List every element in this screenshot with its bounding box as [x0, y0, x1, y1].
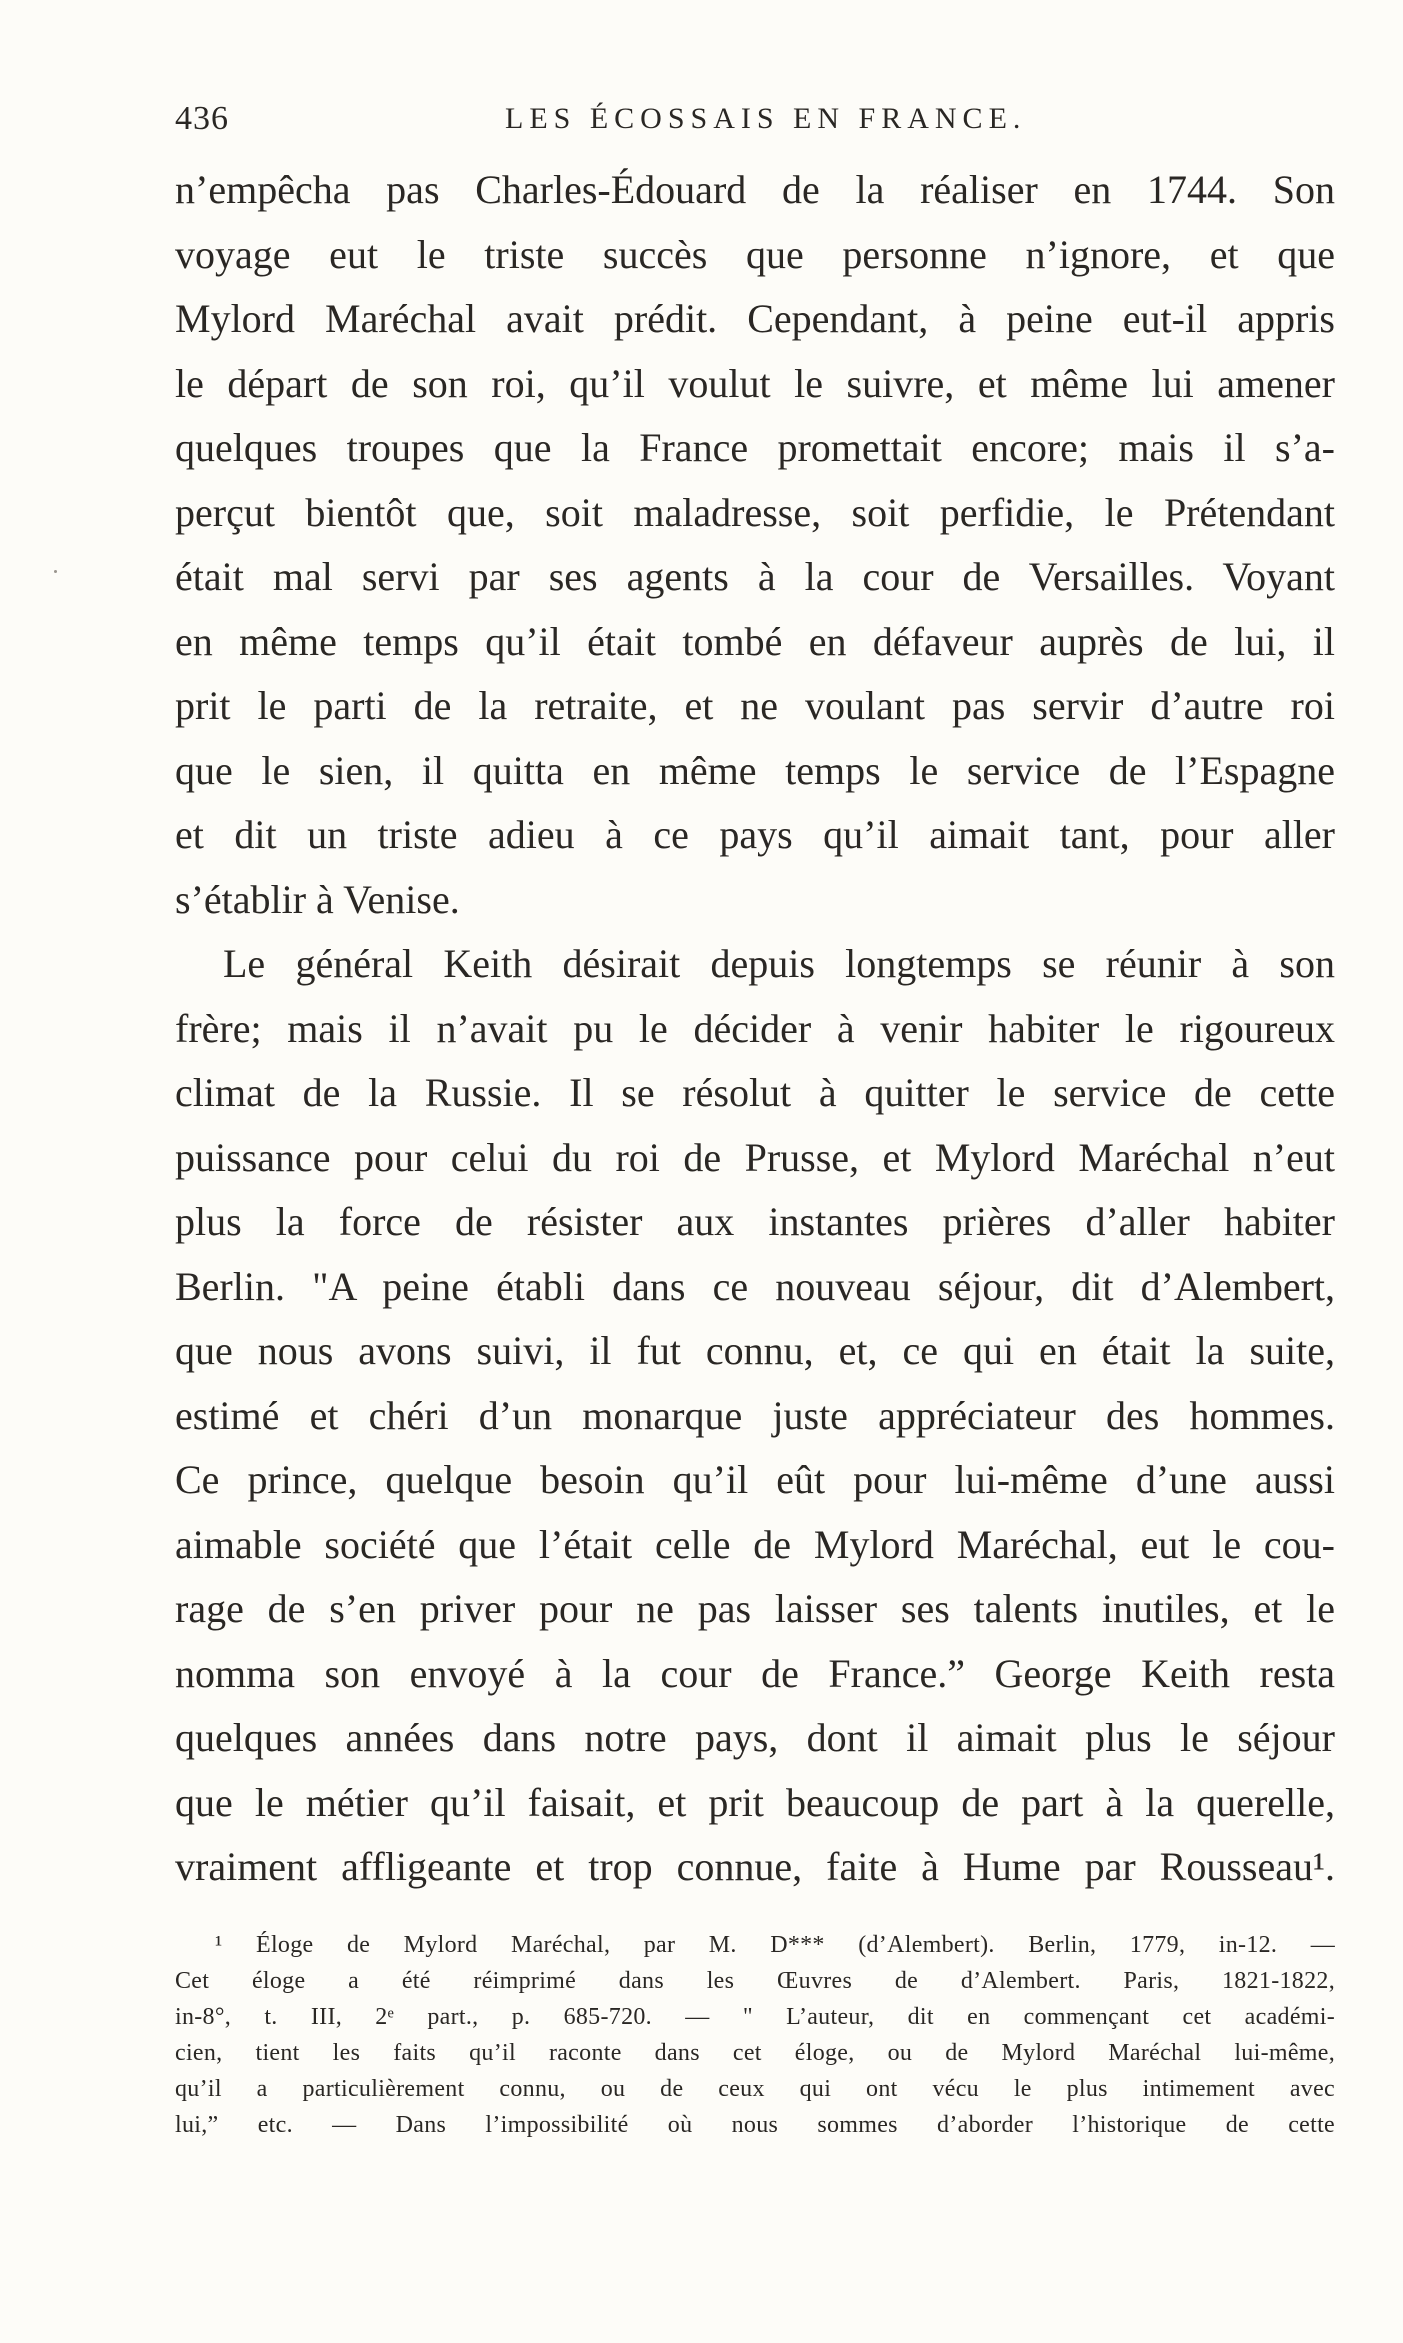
footnote-line: ¹ Éloge de Mylord Maréchal, par M. D*** (d’Alembert). Berlin, 1779, in-12. — — [215, 1932, 1335, 1958]
text-line: le départ de son roi, qu’il voulut le suivre, et même lui amener — [175, 360, 1335, 406]
text-line: estimé et chéri d’un monarque juste appréciateur des hommes. — [175, 1392, 1335, 1438]
margin-speck — [54, 570, 57, 573]
running-head — [175, 100, 1330, 140]
footnotes — [175, 1927, 1335, 2143]
text-line: en même temps qu’il était tombé en défaveur auprès de lui, il — [175, 618, 1335, 664]
text-line: que nous avons suivi, il fut connu, et, ce qui en était la suite, — [175, 1328, 1335, 1373]
text-line: nomma son envoyé à la cour de France.” George Keith resta — [175, 1650, 1335, 1696]
text-line: plus la force de résister aux instantes prières d’aller habiter — [175, 1199, 1335, 1244]
footnote-line: lui,” etc. — Dans l’impossibilité où nous sommes d’aborder l’historique de cette — [175, 2112, 1335, 2138]
text-line: puissance pour celui du roi de Prusse, et Mylord Maréchal n’eut — [175, 1134, 1335, 1180]
paragraph-start-line: Le général Keith désirait depuis longtemps se réunir à son — [223, 941, 1335, 986]
body-text — [175, 158, 1335, 1900]
text-line: climat de la Russie. Il se résolut à quitter le service de cette — [175, 1070, 1335, 1115]
text-line: et dit un triste adieu à ce pays qu’il aimait tant, pour aller — [175, 812, 1335, 857]
text-line: frère; mais il n’avait pu le décider à venir habiter le rigoureux — [175, 1005, 1335, 1051]
text-line: Ce prince, quelque besoin qu’il eût pour lui-même d’une aussi — [175, 1457, 1335, 1502]
text-line: n’empêcha pas Charles-Édouard de la réaliser en 1744. Son — [175, 167, 1335, 212]
text-line: vraiment affligeante et trop connue, faite à Hume par Rousseau¹. — [175, 1844, 1335, 1889]
text-line: Berlin. "A peine établi dans ce nouveau séjour, dit d’Alembert, — [175, 1263, 1335, 1309]
footnote-line: cien, tient les faits qu’il raconte dans cet éloge, ou de Mylord Maréchal lui-même, — [175, 2040, 1335, 2066]
text-line: perçut bientôt que, soit maladresse, soit perfidie, le Prétendant — [175, 489, 1335, 535]
text-line: Mylord Maréchal avait prédit. Cependant, à peine eut-il appris — [175, 296, 1335, 341]
footnote-line: Cet éloge a été réimprimé dans les Œuvres de d’Alembert. Paris, 1821-1822, — [175, 1968, 1335, 1994]
running-title: LES ÉCOSSAIS EN FRANCE. — [505, 102, 1027, 135]
paragraph-end-line: s’établir à Venise. — [175, 876, 460, 922]
text-line: quelques troupes que la France promettait encore; mais il s’a- — [175, 425, 1335, 470]
text-line: était mal servi par ses agents à la cour de Versailles. Voyant — [175, 554, 1335, 599]
text-line: rage de s’en priver pour ne pas laisser ses talents inutiles, et le — [175, 1586, 1335, 1631]
text-line: voyage eut le triste succès que personne n’ignore, et que — [175, 231, 1335, 277]
text-line: prit le parti de la retraite, et ne voulant pas servir d’autre roi — [175, 683, 1335, 728]
text-line: que le sien, il quitta en même temps le service de l’Espagne — [175, 747, 1335, 793]
text-line: que le métier qu’il faisait, et prit beaucoup de part à la querelle, — [175, 1779, 1335, 1825]
footnote-line: qu’il a particulièrement connu, ou de ceux qui ont vécu le plus intimement avec — [175, 2076, 1335, 2102]
text-line: quelques années dans notre pays, dont il aimait plus le séjour — [175, 1715, 1335, 1760]
text-line: aimable société que l’était celle de Mylord Maréchal, eut le cou- — [175, 1521, 1335, 1567]
page-number: 436 — [175, 100, 229, 137]
footnote-line: in-8°, t. III, 2ᵉ part., p. 685-720. — " L’auteur, dit en commençant cet académi- — [175, 2004, 1335, 2030]
